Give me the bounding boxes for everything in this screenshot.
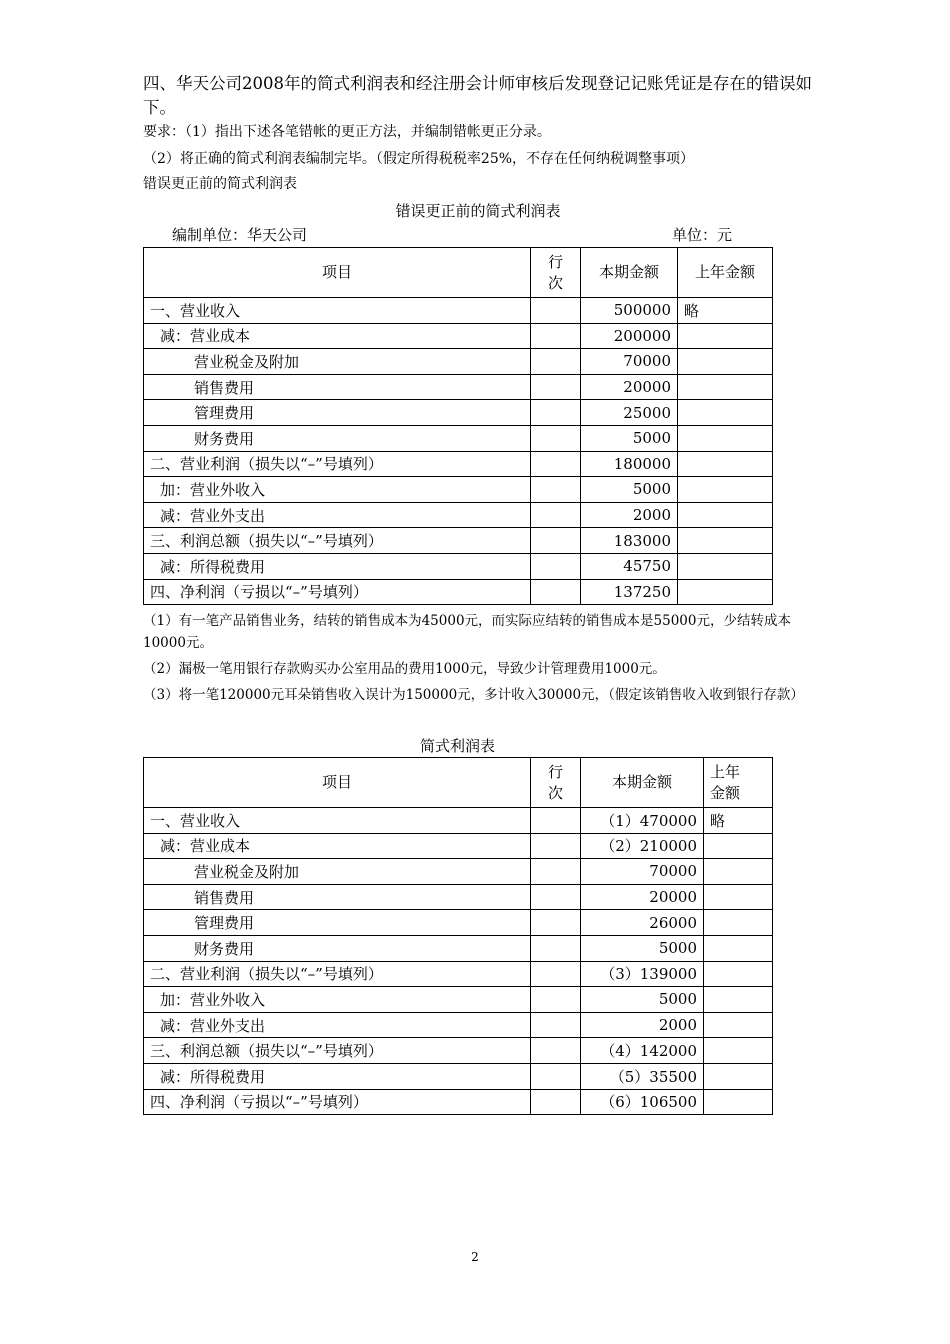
table1-caption: 错误更正前的简式利润表 [395, 202, 561, 220]
table-row [144, 961, 773, 987]
cell-current: 70000 [581, 349, 678, 375]
cell-line-no [531, 808, 581, 834]
cell-previous [678, 477, 773, 503]
cell-item: 二、营业利润（损失以“–”号填列） [144, 451, 531, 477]
error-item-3: （3）将一笔120000元耳朵销售收入误计为150000元，多计收入30000元，（假定该销售收入收到银行存款） [143, 687, 804, 703]
cell-previous [678, 400, 773, 426]
cell-item: 四、净利润（亏损以“–”号填列） [144, 579, 531, 605]
cell-previous [704, 1038, 773, 1064]
cell-item: 财务费用 [144, 425, 531, 451]
table1-unit-left: 编制单位：华天公司 [172, 226, 308, 244]
table-row [144, 553, 773, 579]
cell-current: （1）470000 [581, 808, 704, 834]
cell-current: 183000 [581, 528, 678, 554]
cell-current: （3）139000 [581, 961, 704, 987]
cell-line-no [531, 502, 581, 528]
cell-previous [704, 987, 773, 1013]
table-row [144, 298, 773, 324]
cell-current: 20000 [581, 374, 678, 400]
cell-current: （2）210000 [581, 833, 704, 859]
cell-item: 销售费用 [144, 374, 531, 400]
table-row [144, 910, 773, 936]
cell-current: 500000 [581, 298, 678, 324]
cell-current: 26000 [581, 910, 704, 936]
cell-current: 2000 [581, 502, 678, 528]
cell-item: 减：所得税费用 [144, 1063, 531, 1089]
cell-line-no [531, 400, 581, 426]
requirement-2: （2）将正确的简式利润表编制完毕。（假定所得税税率25%，不存在任何纳税调整事项） [143, 151, 695, 167]
cell-current: 180000 [581, 451, 678, 477]
table-row [144, 579, 773, 605]
header-line-no: 行 次 [531, 758, 581, 808]
cell-current: 2000 [581, 1012, 704, 1038]
cell-current: （4）142000 [581, 1038, 704, 1064]
cell-line-no [531, 1089, 581, 1115]
table-row [144, 1038, 773, 1064]
cell-line-no [531, 935, 581, 961]
table-row [144, 1089, 773, 1115]
cell-item: 四、净利润（亏损以“–”号填列） [144, 1089, 531, 1115]
cell-current: 200000 [581, 323, 678, 349]
cell-item: 减：营业成本 [144, 833, 531, 859]
question-title: 四、华天公司2008年的简式利润表和经注册会计师审核后发现登记记账凭证是存在的错误如下。 [143, 74, 812, 117]
cell-previous [678, 349, 773, 375]
cell-previous: 略 [678, 298, 773, 324]
cell-item: 减：营业成本 [144, 323, 531, 349]
cell-line-no [531, 553, 581, 579]
cell-previous [704, 1063, 773, 1089]
table-row [144, 323, 773, 349]
cell-current: 137250 [581, 579, 678, 605]
cell-line-no [531, 884, 581, 910]
cell-previous [704, 884, 773, 910]
cell-line-no [531, 987, 581, 1013]
cell-line-no [531, 528, 581, 554]
error-item-2: （2）漏极一笔用银行存款购买办公室用品的费用1000元，导致少计管理费用1000元。 [143, 661, 666, 677]
cell-previous [704, 961, 773, 987]
cell-item: 销售费用 [144, 884, 531, 910]
table2-caption: 简式利润表 [419, 737, 495, 755]
cell-line-no [531, 579, 581, 605]
section-label: 错误更正前的简式利润表 [143, 176, 297, 192]
cell-current: 25000 [581, 400, 678, 426]
cell-previous [704, 859, 773, 885]
cell-previous [678, 553, 773, 579]
header-current: 本期金额 [581, 758, 704, 808]
cell-item: 一、营业收入 [144, 808, 531, 834]
table-row [144, 477, 773, 503]
table-row [144, 808, 773, 834]
cell-item: 一、营业收入 [144, 298, 531, 324]
cell-item: 减：营业外支出 [144, 1012, 531, 1038]
header-current: 本期金额 [581, 248, 678, 298]
error-item-1: （1）有一笔产品销售业务，结转的销售成本为45000元，而实际应结转的销售成本是55000元，少结转成本10000元。 [143, 613, 791, 651]
table-header-row [144, 758, 773, 808]
cell-current: （5）35500 [581, 1063, 704, 1089]
header-previous: 上年金额 [678, 248, 773, 298]
cell-item: 营业税金及附加 [144, 349, 531, 375]
cell-line-no [531, 961, 581, 987]
table-row [144, 859, 773, 885]
cell-previous: 略 [704, 808, 773, 834]
table-row [144, 349, 773, 375]
cell-previous [704, 1012, 773, 1038]
cell-item: 财务费用 [144, 935, 531, 961]
cell-line-no [531, 910, 581, 936]
cell-item: 管理费用 [144, 400, 531, 426]
cell-line-no [531, 451, 581, 477]
cell-line-no [531, 298, 581, 324]
cell-line-no [531, 349, 581, 375]
table-row [144, 374, 773, 400]
cell-line-no [531, 1012, 581, 1038]
cell-line-no [531, 1038, 581, 1064]
cell-line-no [531, 477, 581, 503]
cell-item: 加：营业外收入 [144, 987, 531, 1013]
cell-previous [704, 910, 773, 936]
cell-item: 管理费用 [144, 910, 531, 936]
cell-previous [678, 425, 773, 451]
cell-previous [704, 833, 773, 859]
cell-line-no [531, 323, 581, 349]
cell-previous [704, 935, 773, 961]
header-item: 项目 [144, 758, 531, 808]
cell-line-no [531, 374, 581, 400]
page-number: 2 [471, 1250, 479, 1264]
cell-current: 5000 [581, 477, 678, 503]
table-row [144, 884, 773, 910]
cell-previous [678, 579, 773, 605]
cell-item: 三、利润总额（损失以“–”号填列） [144, 528, 531, 554]
cell-previous [678, 502, 773, 528]
cell-line-no [531, 425, 581, 451]
cell-current: （6）106500 [581, 1089, 704, 1115]
cell-previous [678, 528, 773, 554]
cell-current: 45750 [581, 553, 678, 579]
income-statement-corrected [143, 757, 773, 1115]
cell-previous [678, 323, 773, 349]
requirement-1: 要求：（1）指出下述各笔错帐的更正方法，并编制错帐更正分录。 [143, 124, 551, 140]
table-row [144, 451, 773, 477]
table-row [144, 400, 773, 426]
table-row [144, 935, 773, 961]
cell-previous [704, 1089, 773, 1115]
cell-item: 加：营业外收入 [144, 477, 531, 503]
table-row [144, 425, 773, 451]
cell-item: 营业税金及附加 [144, 859, 531, 885]
cell-current: 20000 [581, 884, 704, 910]
table-row [144, 528, 773, 554]
cell-current: 5000 [581, 425, 678, 451]
cell-current: 5000 [581, 987, 704, 1013]
table-header-row [144, 248, 773, 298]
cell-line-no [531, 1063, 581, 1089]
header-line-no: 行 次 [531, 248, 581, 298]
header-previous: 上年 金额 [704, 758, 773, 808]
cell-line-no [531, 833, 581, 859]
table1-unit-right: 单位：元 [672, 226, 733, 244]
cell-item: 三、利润总额（损失以“–”号填列） [144, 1038, 531, 1064]
table-row [144, 1063, 773, 1089]
cell-line-no [531, 859, 581, 885]
cell-item: 二、营业利润（损失以“–”号填列） [144, 961, 531, 987]
cell-current: 70000 [581, 859, 704, 885]
table-row [144, 833, 773, 859]
table-row [144, 502, 773, 528]
cell-previous [678, 451, 773, 477]
income-statement-before [143, 247, 773, 605]
header-item: 项目 [144, 248, 531, 298]
table-row [144, 987, 773, 1013]
cell-item: 减：所得税费用 [144, 553, 531, 579]
cell-previous [678, 374, 773, 400]
table-row [144, 1012, 773, 1038]
cell-current: 5000 [581, 935, 704, 961]
cell-item: 减：营业外支出 [144, 502, 531, 528]
